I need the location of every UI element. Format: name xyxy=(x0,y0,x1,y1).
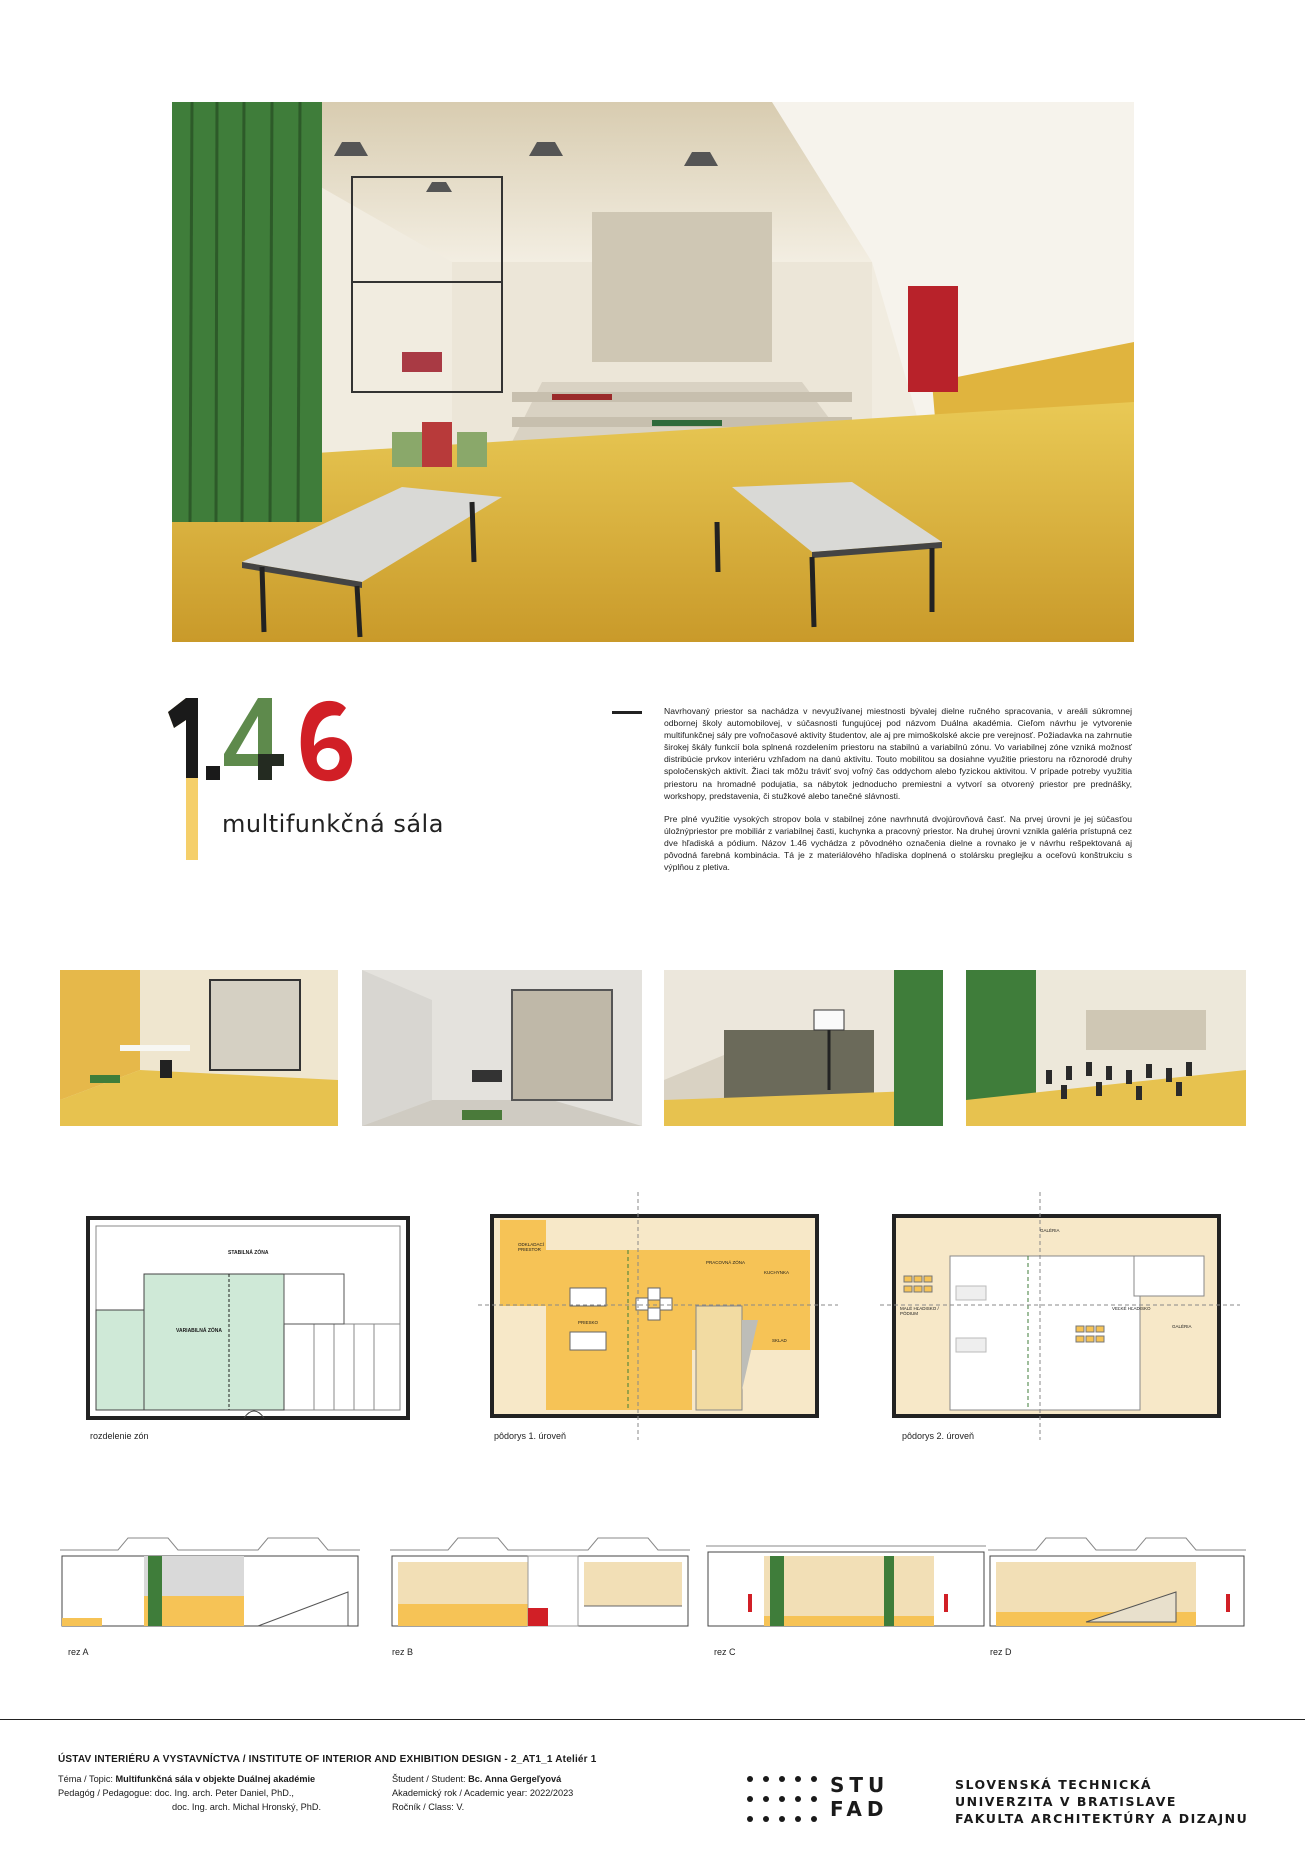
label-kitchen: KUCHYNKA xyxy=(764,1270,790,1275)
university-name xyxy=(955,1776,1248,1827)
thumbnail-3-image xyxy=(664,970,943,1126)
zone-label-stable: STABILNÁ ZÓNA xyxy=(228,1250,269,1256)
description-paragraph-1: Navrhovaný priestor sa nachádza v nevyužívanej miestnosti bývalej dielne ručného spracovania, v areáli súkromnej odbornej školy automobilovej, v súčasnosti fungujúcej pod názvom Duálna akadémia. Cieľom návrhu je vytvorenie multifunkčnej sály pre voľnočasové aktivity študentov, ale aj pre mimoškolské akcie pre verejnosť. Požiadavka na zahrnutie širokej škály funkcií bola splnená rozdelením priestoru na stabilnú a variabilnú zónu. Vo variabilnej zóne vzniká možnosť distribúcie prvkov interiéru vzhľadom na danú aktivitu. Touto mobilitou sa dosiahne využitie priestoru na rôznorodé druhy spoločenských aktivít. Žiaci tak môžu tráviť svoj voľný čas oddychom alebo fyzickou aktivitou. V prípade potreby využitia priestoru na hromadné podujatia, sa nábytok jednoducho premiestni a vytvorí sa otvorený priestor pre prednášky, workshopy, predstavenia, či stužkové alebo tanečné slávnosti. xyxy=(664,706,1132,801)
footer-pedagogue-label: Pedagóg / Pedagogue: xyxy=(58,1788,155,1798)
section-b xyxy=(388,1532,692,1630)
footer-topic-row xyxy=(58,1772,321,1786)
stu-dots-graphic xyxy=(746,1775,818,1825)
thumbnail-4-image xyxy=(966,970,1246,1126)
subtitle: multifunkčná sála xyxy=(222,810,444,838)
logo-fad: FAD xyxy=(830,1797,889,1821)
label-store: SKLAD xyxy=(772,1338,787,1343)
section-label-c: rez C xyxy=(714,1647,736,1657)
stu-fad-logo xyxy=(830,1773,889,1821)
zone-label-variable: VARIABILNÁ ZÓNA xyxy=(176,1328,223,1334)
label-work-zone: PRACOVNÁ ZÓNA xyxy=(706,1260,746,1265)
footer-topic: Multifunkčná sála v objekte Duálnej akadémie xyxy=(115,1774,316,1784)
footer-topic-label: Téma / Topic: xyxy=(58,1774,116,1784)
divider-dash xyxy=(612,711,642,714)
section-label-a: rez A xyxy=(68,1647,89,1657)
thumbnail-2 xyxy=(362,970,642,1126)
plan-level-1 xyxy=(478,1190,838,1440)
plan-label-level-1: pôdorys 1. úroveň xyxy=(494,1431,567,1441)
label-gallery-right: GALÉRIA xyxy=(1172,1324,1192,1329)
section-a xyxy=(58,1532,362,1630)
plan-level-1-drawing xyxy=(478,1190,838,1440)
footer-student: Bc. Anna Gergeľyová xyxy=(468,1774,562,1784)
footer-col-1 xyxy=(58,1772,321,1814)
description-paragraph-2: Pre plné využitie vysokých stropov bola v stabilnej zóne navrhnutá dvojúrovňová časť. Na prvej úrovni je jej súčasťou úložnýpriestor pre mobiliár z variabilnej časti, kuchynka a pracovný priestor. Na druhej úrovni vznikla galéria prístupná cez dve hľadiská a pódium. Názov 1.46 vychádza z pôvodného označenia dielne a rovnako je v návrhu rešpektovaná aj pôvodná farebná kombinácia. Tá je z materiálového hľadiska doplnená o stolársku preglejku a oceľovú konštrukciu s výplňou z pletiva. xyxy=(664,813,1132,873)
main-render-image xyxy=(172,102,1134,642)
thumbnail-3 xyxy=(664,970,943,1126)
main-render xyxy=(172,102,1134,642)
footer-pedagogue-1: doc. Ing. arch. Peter Daniel, PhD., xyxy=(154,1788,294,1798)
uni-line-1: SLOVENSKÁ TECHNICKÁ xyxy=(955,1777,1153,1792)
section-label-b: rez B xyxy=(392,1647,414,1657)
thumbnail-2-image xyxy=(362,970,642,1126)
label-storage: ODKLADACÍ PRIESTOR xyxy=(518,1242,545,1252)
thumbnail-1-image xyxy=(60,970,338,1126)
uni-line-3: FAKULTA ARCHITEKTÚRY A DIZAJNU xyxy=(955,1811,1249,1826)
plan-zones xyxy=(84,1214,414,1440)
footer-year: Akademický rok / Academic year: 2022/2023 xyxy=(392,1788,574,1798)
plan-level-2 xyxy=(880,1190,1240,1440)
section-c-drawing xyxy=(704,1532,988,1630)
footer-class: Ročník / Class: V. xyxy=(392,1802,465,1812)
label-small-auditorium: MALÉ HĽADISKO / PÓDIUM xyxy=(900,1306,939,1316)
footer-pedagogue-row xyxy=(58,1786,321,1800)
label-gallery-top: GALÉRIA xyxy=(1040,1228,1060,1233)
section-d-drawing xyxy=(986,1532,1248,1630)
uni-line-2: UNIVERZITA V BRATISLAVE xyxy=(955,1794,1177,1809)
plan-zones-drawing xyxy=(84,1214,414,1440)
footer-institute: ÚSTAV INTERIÉRU A VYSTAVNÍCTVA / INSTITUTE OF INTERIOR AND EXHIBITION DESIGN - 2_AT1_1 Ateliér 1 xyxy=(58,1754,597,1765)
footer-pedagogue-row-2 xyxy=(58,1800,321,1814)
description-text xyxy=(664,705,1132,884)
section-a-drawing xyxy=(58,1532,362,1630)
label-room: PRIESKO xyxy=(578,1320,599,1325)
stu-dots-icon xyxy=(746,1775,818,1825)
footer-pedagogue-2: doc. Ing. arch. Michal Hronský, PhD. xyxy=(172,1802,322,1812)
plan-label-level-2: pôdorys 2. úroveň xyxy=(902,1431,975,1441)
thumbnail-1 xyxy=(60,970,338,1126)
section-c xyxy=(704,1532,988,1630)
footer-student-label: Študent / Student: xyxy=(392,1774,469,1784)
section-b-drawing xyxy=(388,1532,692,1630)
section-label-d: rez D xyxy=(990,1647,1012,1657)
footer-col-2 xyxy=(392,1772,573,1814)
section-d xyxy=(986,1532,1248,1630)
logo-stu: STU xyxy=(830,1773,890,1797)
label-large-auditorium: VEĽKÉ HĽADISKO xyxy=(1112,1306,1151,1311)
thumbnail-4 xyxy=(966,970,1246,1126)
plan-label-zones: rozdelenie zón xyxy=(90,1431,149,1441)
footer-student-row xyxy=(392,1772,573,1786)
footer-divider xyxy=(0,1719,1305,1720)
